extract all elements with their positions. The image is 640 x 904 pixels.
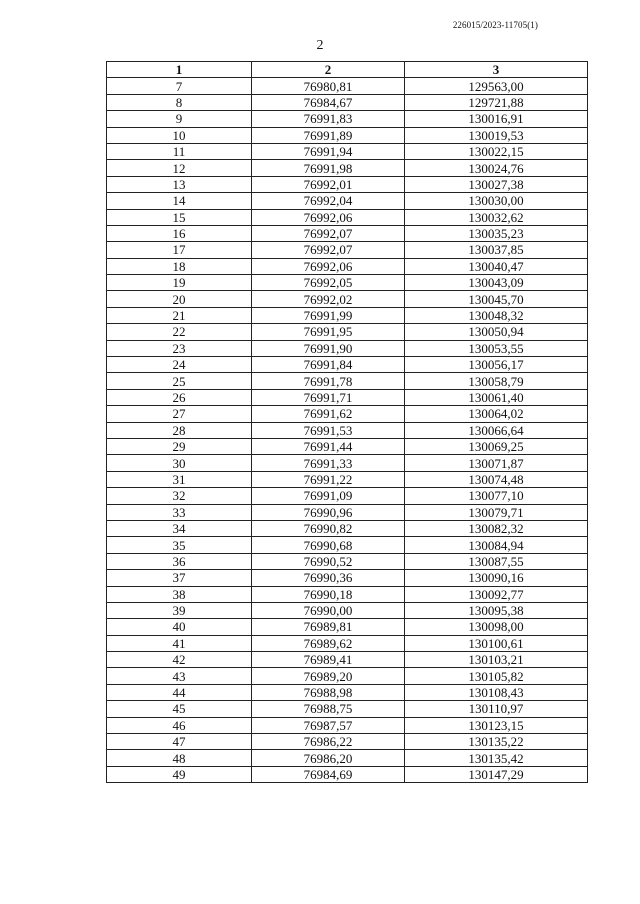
table-cell-col-3: 130077,10 [405,488,588,504]
table-cell-col-2: 76984,67 [252,94,405,110]
table-cell-col-1: 37 [107,570,252,586]
table-cell-col-3: 130058,79 [405,373,588,389]
table-cell-col-2: 76991,44 [252,438,405,454]
table-cell-col-1: 30 [107,455,252,471]
table-cell-col-2: 76988,98 [252,684,405,700]
table-row [107,717,588,733]
table-row [107,357,588,373]
table-row [107,111,588,127]
table-row [107,570,588,586]
table-cell-col-2: 76992,06 [252,209,405,225]
table-cell-col-1: 34 [107,520,252,536]
table-cell-col-1: 10 [107,127,252,143]
table-cell-col-2: 76991,78 [252,373,405,389]
table-row [107,127,588,143]
table-cell-col-1: 13 [107,176,252,192]
table-cell-col-2: 76991,98 [252,160,405,176]
table-cell-col-1: 19 [107,275,252,291]
table-cell-col-2: 76992,02 [252,291,405,307]
table-cell-col-2: 76992,05 [252,275,405,291]
table-row [107,176,588,192]
table-row [107,635,588,651]
column-header-2: 2 [252,62,405,78]
table-cell-col-2: 76989,62 [252,635,405,651]
table-cell-col-3: 130019,53 [405,127,588,143]
table-cell-col-2: 76991,94 [252,143,405,159]
table-cell-col-3: 130027,38 [405,176,588,192]
table-cell-col-1: 36 [107,553,252,569]
table-cell-col-2: 76984,69 [252,766,405,782]
table-row [107,193,588,209]
table-cell-col-3: 130032,62 [405,209,588,225]
table-row [107,766,588,782]
table-cell-col-2: 76991,53 [252,422,405,438]
table-cell-col-1: 25 [107,373,252,389]
table-cell-col-3: 130024,76 [405,160,588,176]
table-cell-col-2: 76992,07 [252,225,405,241]
table-cell-col-2: 76990,00 [252,602,405,618]
table-cell-col-3: 130082,32 [405,520,588,536]
column-header-3: 3 [405,62,588,78]
table-cell-col-1: 41 [107,635,252,651]
table-cell-col-1: 38 [107,586,252,602]
table-cell-col-3: 130022,15 [405,143,588,159]
table-row [107,438,588,454]
table-cell-col-3: 130079,71 [405,504,588,520]
table-cell-col-2: 76992,06 [252,258,405,274]
table-cell-col-2: 76990,96 [252,504,405,520]
table-cell-col-3: 130103,21 [405,652,588,668]
column-header-1: 1 [107,62,252,78]
document-reference: 226015/2023-11705(1) [452,20,538,30]
table-cell-col-2: 76992,04 [252,193,405,209]
table-cell-col-1: 31 [107,471,252,487]
coordinates-table [106,61,588,783]
table-cell-col-2: 76991,71 [252,389,405,405]
table-cell-col-2: 76989,41 [252,652,405,668]
table-cell-col-2: 76990,68 [252,537,405,553]
table-cell-col-1: 46 [107,717,252,733]
table-row [107,668,588,684]
table-row [107,750,588,766]
table-cell-col-3: 130123,15 [405,717,588,733]
table-cell-col-1: 16 [107,225,252,241]
table-cell-col-2: 76991,33 [252,455,405,471]
table-cell-col-1: 43 [107,668,252,684]
table-cell-col-1: 27 [107,406,252,422]
table-cell-col-1: 28 [107,422,252,438]
table-row [107,537,588,553]
table-cell-col-1: 22 [107,324,252,340]
table-row [107,209,588,225]
table-cell-col-3: 130135,42 [405,750,588,766]
table-cell-col-2: 76988,75 [252,701,405,717]
table-row [107,619,588,635]
table-row [107,488,588,504]
table-cell-col-2: 76991,90 [252,340,405,356]
table-cell-col-3: 130147,29 [405,766,588,782]
table-cell-col-3: 130030,00 [405,193,588,209]
table-cell-col-2: 76989,20 [252,668,405,684]
table-cell-col-3: 130110,97 [405,701,588,717]
table-cell-col-1: 47 [107,734,252,750]
table-cell-col-3: 129721,88 [405,94,588,110]
table-row [107,143,588,159]
table-row [107,422,588,438]
table-cell-col-1: 12 [107,160,252,176]
table-cell-col-3: 130056,17 [405,357,588,373]
table-cell-col-3: 130092,77 [405,586,588,602]
table-row [107,324,588,340]
table-cell-col-2: 76991,09 [252,488,405,504]
table-row [107,307,588,323]
table-row [107,373,588,389]
table-row [107,291,588,307]
table-row [107,652,588,668]
table-cell-col-2: 76991,89 [252,127,405,143]
table-cell-col-3: 130135,22 [405,734,588,750]
table-cell-col-1: 26 [107,389,252,405]
table-cell-col-3: 130105,82 [405,668,588,684]
table-row [107,340,588,356]
table-cell-col-1: 15 [107,209,252,225]
table-cell-col-3: 130074,48 [405,471,588,487]
table-cell-col-1: 48 [107,750,252,766]
table-cell-col-3: 130095,38 [405,602,588,618]
table-cell-col-1: 32 [107,488,252,504]
table-cell-col-2: 76990,36 [252,570,405,586]
table-cell-col-2: 76989,81 [252,619,405,635]
table-row [107,242,588,258]
table-row [107,258,588,274]
table-row [107,734,588,750]
table-cell-col-2: 76992,01 [252,176,405,192]
table-cell-col-2: 76991,83 [252,111,405,127]
table-cell-col-2: 76990,18 [252,586,405,602]
table-cell-col-1: 18 [107,258,252,274]
table-row [107,553,588,569]
table-cell-col-3: 130045,70 [405,291,588,307]
table-row [107,389,588,405]
table-cell-col-1: 39 [107,602,252,618]
table-cell-col-1: 21 [107,307,252,323]
table-cell-col-3: 130043,09 [405,275,588,291]
table-cell-col-1: 7 [107,78,252,94]
table-row [107,94,588,110]
table-cell-col-3: 130016,91 [405,111,588,127]
table-cell-col-2: 76990,52 [252,553,405,569]
table-row [107,225,588,241]
table-cell-col-2: 76987,57 [252,717,405,733]
table-row [107,455,588,471]
table-row [107,586,588,602]
table-row [107,520,588,536]
table-cell-col-1: 9 [107,111,252,127]
table-cell-col-3: 130090,16 [405,570,588,586]
table-cell-col-1: 35 [107,537,252,553]
table-row [107,160,588,176]
table-cell-col-2: 76986,20 [252,750,405,766]
table-cell-col-3: 130035,23 [405,225,588,241]
table-cell-col-1: 42 [107,652,252,668]
table-row [107,406,588,422]
table-cell-col-3: 130069,25 [405,438,588,454]
table-cell-col-1: 20 [107,291,252,307]
table-cell-col-1: 14 [107,193,252,209]
table-cell-col-2: 76991,84 [252,357,405,373]
table-cell-col-3: 129563,00 [405,78,588,94]
table-cell-col-1: 11 [107,143,252,159]
table-cell-col-3: 130048,32 [405,307,588,323]
table-row [107,78,588,94]
table-row [107,684,588,700]
table-cell-col-2: 76990,82 [252,520,405,536]
table-cell-col-3: 130098,00 [405,619,588,635]
table-cell-col-3: 130050,94 [405,324,588,340]
table-row [107,504,588,520]
table-cell-col-3: 130037,85 [405,242,588,258]
table-cell-col-3: 130108,43 [405,684,588,700]
table-cell-col-2: 76980,81 [252,78,405,94]
table-row [107,275,588,291]
table-cell-col-1: 44 [107,684,252,700]
table-cell-col-3: 130040,47 [405,258,588,274]
table-cell-col-1: 17 [107,242,252,258]
table-row [107,602,588,618]
table-cell-col-1: 40 [107,619,252,635]
table-row [107,471,588,487]
table-cell-col-2: 76991,99 [252,307,405,323]
table-cell-col-3: 130100,61 [405,635,588,651]
table-cell-col-1: 49 [107,766,252,782]
table-cell-col-3: 130053,55 [405,340,588,356]
table-cell-col-1: 8 [107,94,252,110]
table-cell-col-1: 33 [107,504,252,520]
page-number: 2 [316,38,324,53]
table-cell-col-1: 24 [107,357,252,373]
table-cell-col-3: 130061,40 [405,389,588,405]
table-cell-col-2: 76991,95 [252,324,405,340]
table-cell-col-1: 23 [107,340,252,356]
table-cell-col-1: 29 [107,438,252,454]
table-cell-col-3: 130084,94 [405,537,588,553]
table-cell-col-2: 76991,22 [252,471,405,487]
table-row [107,701,588,717]
table-cell-col-2: 76986,22 [252,734,405,750]
table-cell-col-2: 76991,62 [252,406,405,422]
table-cell-col-1: 45 [107,701,252,717]
table-cell-col-3: 130064,02 [405,406,588,422]
table-cell-col-3: 130071,87 [405,455,588,471]
table-cell-col-3: 130087,55 [405,553,588,569]
table-cell-col-3: 130066,64 [405,422,588,438]
table-header-row [107,62,588,78]
table-cell-col-2: 76992,07 [252,242,405,258]
